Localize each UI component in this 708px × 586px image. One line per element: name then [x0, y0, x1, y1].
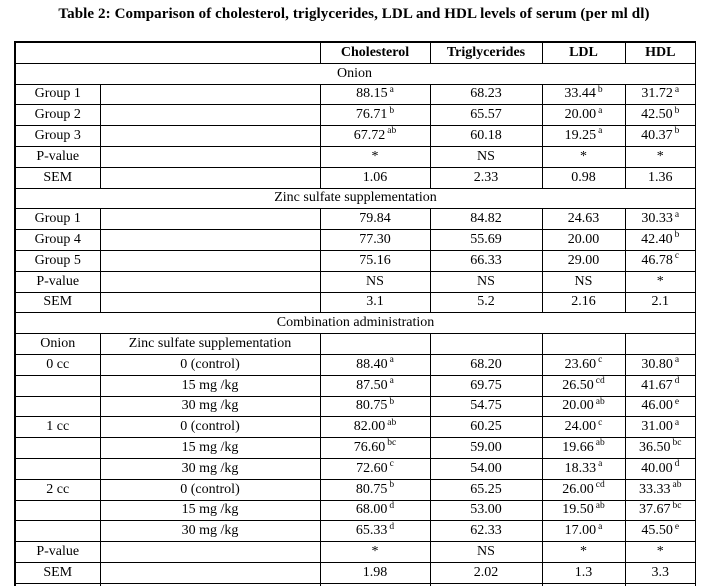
value-cell — [625, 396, 696, 417]
value-cell — [430, 417, 542, 438]
superscript: b — [674, 105, 680, 116]
table-row — [15, 271, 696, 292]
superscript: d — [674, 459, 680, 470]
superscript: ab — [672, 479, 682, 490]
superscript: cd — [595, 479, 605, 490]
table-row — [15, 458, 696, 479]
table-row — [15, 146, 696, 167]
table-row — [15, 354, 696, 375]
row-label — [15, 500, 100, 521]
value-cell — [542, 105, 625, 126]
table-row — [15, 375, 696, 396]
value: * — [580, 543, 587, 559]
value: 2.02 — [473, 564, 499, 580]
value-cell — [430, 230, 542, 251]
value-cell — [625, 230, 696, 251]
value: 3.3 — [651, 564, 669, 580]
value: 68.20 — [470, 356, 502, 372]
row-label: 2 cc — [15, 479, 100, 500]
value: NS — [477, 543, 495, 559]
superscript: c — [598, 417, 603, 428]
row-label: 1 cc — [15, 417, 100, 438]
value: 42.50 — [641, 107, 673, 123]
row-sublabel — [100, 209, 320, 230]
row-label: 0 cc — [15, 354, 100, 375]
value: 0.98 — [571, 169, 596, 185]
row-label: Group 4 — [15, 230, 100, 251]
value-cell — [625, 375, 696, 396]
superscript: a — [674, 84, 680, 95]
value: 55.69 — [470, 232, 502, 248]
value: 41.67 — [641, 377, 673, 393]
value-cell — [320, 230, 430, 251]
value: 66.33 — [470, 252, 502, 268]
superscript: b — [389, 396, 395, 407]
row-sublabel: 30 mg /kg — [100, 458, 320, 479]
superscript: d — [674, 375, 680, 386]
value: 33.33 — [639, 481, 671, 497]
superscript: b — [674, 126, 680, 137]
value-cell — [320, 209, 430, 230]
section-header: Onion — [15, 63, 696, 84]
value-cell — [625, 417, 696, 438]
value: 65.57 — [470, 107, 502, 123]
superscript: e — [674, 521, 680, 532]
row-label — [15, 521, 100, 542]
value-cell — [320, 292, 430, 313]
empty-cell — [625, 334, 696, 355]
value: 69.75 — [470, 377, 502, 393]
section-header: Zinc sulfate supplementation — [15, 188, 696, 209]
empty-cell — [320, 334, 430, 355]
value: * — [656, 273, 664, 289]
value-cell — [430, 458, 542, 479]
value: 20.00 — [567, 232, 600, 248]
value: 42.40 — [641, 232, 673, 248]
value: 76.71 — [355, 107, 388, 123]
value: 88.15 — [356, 86, 388, 102]
value-cell — [320, 417, 430, 438]
superscript: a — [674, 355, 680, 366]
value-cell — [430, 375, 542, 396]
value-cell — [542, 396, 625, 417]
table-row — [15, 542, 696, 563]
value-cell — [542, 146, 625, 167]
value-cell — [542, 458, 625, 479]
value-cell — [542, 230, 625, 251]
table-container — [14, 41, 696, 586]
value: 24.63 — [567, 211, 600, 227]
value-cell — [320, 354, 430, 375]
row-sublabel: 30 mg /kg — [100, 521, 320, 542]
value-cell — [430, 479, 542, 500]
subheader-onion: Onion — [15, 334, 100, 355]
row-sublabel: 0 (control) — [100, 354, 320, 375]
value: 46.78 — [641, 252, 673, 268]
row-label: SEM — [15, 292, 100, 313]
superscript: a — [598, 105, 603, 116]
value: 75.16 — [359, 252, 391, 268]
table-row — [15, 292, 696, 313]
value: 60.25 — [470, 419, 502, 435]
superscript: a — [389, 84, 394, 95]
superscript: a — [389, 355, 394, 366]
table-row — [15, 230, 696, 251]
value: * — [656, 543, 664, 559]
superscript: cd — [595, 375, 605, 386]
value-cell — [320, 396, 430, 417]
value: 31.72 — [641, 86, 673, 102]
superscript: a — [389, 375, 394, 386]
superscript: b — [389, 105, 395, 116]
value-cell — [542, 562, 625, 583]
value-cell — [320, 105, 430, 126]
value: 23.60 — [564, 356, 597, 372]
value-cell — [625, 209, 696, 230]
value-cell — [625, 126, 696, 147]
superscript: c — [389, 459, 394, 470]
value: * — [580, 148, 587, 164]
value: 29.00 — [567, 252, 600, 268]
value: 37.67 — [639, 502, 671, 518]
value: 2.33 — [473, 169, 499, 185]
superscript: ab — [595, 500, 605, 511]
row-label: SEM — [15, 167, 100, 188]
value-cell — [625, 271, 696, 292]
value: 1.3 — [574, 564, 593, 580]
row-label: P-value — [15, 146, 100, 167]
superscript: a — [598, 126, 603, 137]
value: 54.75 — [470, 398, 502, 414]
value-cell — [430, 271, 542, 292]
value-cell — [542, 354, 625, 375]
row-sublabel: 15 mg /kg — [100, 500, 320, 521]
value: 24.00 — [564, 419, 597, 435]
value: 2.1 — [651, 294, 669, 310]
table-row — [15, 250, 696, 271]
value-cell — [320, 458, 430, 479]
value-cell — [625, 438, 696, 459]
results-table — [14, 41, 696, 586]
empty-cell — [430, 334, 542, 355]
value-cell — [430, 250, 542, 271]
value-cell — [430, 292, 542, 313]
value: 45.50 — [641, 523, 673, 539]
value: 88.40 — [356, 356, 388, 372]
value: 18.33 — [564, 460, 597, 476]
row-sublabel — [100, 84, 320, 105]
row-sublabel: 0 (control) — [100, 479, 320, 500]
superscript: bc — [672, 500, 682, 511]
value: 68.23 — [470, 86, 502, 102]
value-cell — [625, 479, 696, 500]
page-title: Table 2: Comparison of cholesterol, triglycerides, LDL and HDL levels of serum (per ml dl) — [58, 6, 650, 22]
table-row — [15, 42, 696, 63]
value-cell — [320, 250, 430, 271]
superscript: bc — [672, 438, 682, 449]
value-cell — [430, 105, 542, 126]
value: 76.60 — [353, 439, 386, 455]
value-cell — [625, 354, 696, 375]
value-cell — [542, 375, 625, 396]
row-sublabel — [100, 542, 320, 563]
row-sublabel — [100, 146, 320, 167]
results-table-body — [15, 42, 696, 586]
value: 53.00 — [470, 502, 502, 518]
row-label: Group 1 — [15, 84, 100, 105]
value-cell — [542, 292, 625, 313]
row-sublabel — [100, 230, 320, 251]
value-cell — [542, 84, 625, 105]
value-cell — [430, 146, 542, 167]
value-cell — [625, 84, 696, 105]
value: 84.82 — [470, 211, 502, 227]
value: 65.33 — [355, 523, 388, 539]
value: 1.98 — [362, 564, 388, 580]
value: 19.66 — [562, 439, 594, 455]
superscript: ab — [387, 417, 397, 428]
superscript: ab — [595, 396, 605, 407]
value: 2.16 — [571, 294, 596, 310]
value-cell — [542, 250, 625, 271]
value: 60.18 — [470, 128, 502, 144]
row-sublabel — [100, 271, 320, 292]
value: 19.25 — [564, 128, 597, 144]
value-cell — [625, 292, 696, 313]
table-row — [15, 417, 696, 438]
value-cell — [430, 84, 542, 105]
superscript: d — [389, 521, 395, 532]
value: 17.00 — [564, 523, 597, 539]
column-header: LDL — [542, 42, 625, 63]
superscript: a — [674, 417, 680, 428]
value-cell — [430, 438, 542, 459]
row-sublabel — [100, 292, 320, 313]
superscript: bc — [387, 438, 397, 449]
row-sublabel — [100, 126, 320, 147]
value: 19.50 — [562, 502, 594, 518]
value: * — [371, 543, 379, 559]
value: 82.00 — [353, 419, 386, 435]
superscript: d — [389, 500, 395, 511]
value-cell — [320, 562, 430, 583]
table-row — [15, 500, 696, 521]
table-row — [15, 126, 696, 147]
column-header: HDL — [625, 42, 696, 63]
value: 62.33 — [470, 523, 502, 539]
value: 40.37 — [641, 128, 673, 144]
value: NS — [574, 273, 593, 289]
value: 5.2 — [477, 294, 495, 310]
value-cell — [430, 354, 542, 375]
superscript: a — [674, 209, 680, 220]
value: 67.72 — [353, 128, 386, 144]
value-cell — [542, 167, 625, 188]
value-cell — [430, 167, 542, 188]
row-label: Group 2 — [15, 105, 100, 126]
table-row — [15, 167, 696, 188]
superscript: c — [674, 251, 680, 262]
value-cell — [430, 209, 542, 230]
value-cell — [625, 250, 696, 271]
row-label — [15, 396, 100, 417]
superscript: b — [389, 479, 395, 490]
value: 3.1 — [366, 294, 384, 310]
superscript: ab — [387, 126, 397, 137]
value-cell — [542, 126, 625, 147]
row-label: P-value — [15, 542, 100, 563]
corner-cell — [15, 42, 320, 63]
row-label — [15, 438, 100, 459]
value-cell — [625, 562, 696, 583]
value: NS — [477, 273, 495, 289]
value-cell — [542, 479, 625, 500]
row-label: P-value — [15, 271, 100, 292]
table-row — [15, 396, 696, 417]
value: 87.50 — [356, 377, 388, 393]
value-cell — [320, 146, 430, 167]
value-cell — [320, 438, 430, 459]
empty-cell — [542, 334, 625, 355]
superscript: e — [674, 396, 680, 407]
row-label: Group 5 — [15, 250, 100, 271]
value: 30.80 — [641, 356, 673, 372]
value-cell — [430, 126, 542, 147]
value: 30.33 — [641, 211, 673, 227]
value-cell — [320, 521, 430, 542]
value: 40.00 — [641, 460, 673, 476]
value-cell — [542, 209, 625, 230]
table-row — [15, 63, 696, 84]
value: 1.06 — [362, 169, 388, 185]
value-cell — [320, 500, 430, 521]
value-cell — [542, 521, 625, 542]
value: 33.44 — [564, 86, 596, 102]
value: 20.00 — [562, 398, 594, 414]
row-sublabel — [100, 167, 320, 188]
value: 80.75 — [355, 398, 388, 414]
row-sublabel: 15 mg /kg — [100, 438, 320, 459]
row-label — [15, 375, 100, 396]
superscript: b — [674, 230, 680, 241]
value-cell — [542, 542, 625, 563]
value: 20.00 — [564, 107, 597, 123]
row-sublabel — [100, 562, 320, 583]
value: 77.30 — [359, 232, 391, 248]
value: 26.00 — [562, 481, 594, 497]
subheader-zinc: Zinc sulfate supplementation — [100, 334, 320, 355]
section-header: Combination administration — [15, 313, 696, 334]
value-cell — [625, 167, 696, 188]
value: NS — [477, 148, 495, 164]
table-row — [15, 313, 696, 334]
value-cell — [320, 479, 430, 500]
value-cell — [320, 84, 430, 105]
value: * — [371, 148, 379, 164]
table-row — [15, 84, 696, 105]
table-row — [15, 105, 696, 126]
value-cell — [430, 542, 542, 563]
row-label: SEM — [15, 562, 100, 583]
value: 46.00 — [641, 398, 673, 414]
row-sublabel — [100, 105, 320, 126]
table-row — [15, 209, 696, 230]
value: 1.36 — [648, 169, 673, 185]
superscript: c — [598, 355, 603, 366]
value-cell — [430, 396, 542, 417]
value: 72.60 — [356, 460, 388, 476]
column-header: Triglycerides — [430, 42, 542, 63]
superscript: ab — [595, 438, 605, 449]
value: * — [656, 148, 664, 164]
value-cell — [320, 271, 430, 292]
table-row — [15, 438, 696, 459]
table-row — [15, 562, 696, 583]
value-cell — [320, 375, 430, 396]
value: 79.84 — [359, 211, 391, 227]
superscript: a — [598, 521, 603, 532]
value-cell — [320, 167, 430, 188]
value: 31.00 — [641, 419, 673, 435]
row-sublabel: 15 mg /kg — [100, 375, 320, 396]
value: 54.00 — [470, 460, 502, 476]
value-cell — [625, 105, 696, 126]
value-cell — [320, 542, 430, 563]
row-label: Group 3 — [15, 126, 100, 147]
superscript: a — [598, 459, 603, 470]
row-sublabel — [100, 250, 320, 271]
table-row — [15, 334, 696, 355]
value: NS — [366, 273, 384, 289]
value-cell — [625, 542, 696, 563]
value-cell — [625, 500, 696, 521]
value-cell — [625, 521, 696, 542]
column-header: Cholesterol — [320, 42, 430, 63]
value-cell — [430, 521, 542, 542]
value-cell — [542, 271, 625, 292]
table-row — [15, 188, 696, 209]
value-cell — [542, 438, 625, 459]
value-cell — [320, 126, 430, 147]
row-label — [15, 458, 100, 479]
row-sublabel: 30 mg /kg — [100, 396, 320, 417]
value: 26.50 — [562, 377, 594, 393]
table-row — [15, 521, 696, 542]
value: 68.00 — [355, 502, 388, 518]
value-cell — [625, 458, 696, 479]
superscript: b — [597, 84, 603, 95]
value: 36.50 — [639, 439, 671, 455]
value-cell — [625, 146, 696, 167]
value: 80.75 — [355, 481, 388, 497]
value: 59.00 — [470, 439, 502, 455]
value-cell — [542, 500, 625, 521]
row-label: Group 1 — [15, 209, 100, 230]
table-row — [15, 479, 696, 500]
row-sublabel: 0 (control) — [100, 417, 320, 438]
value-cell — [430, 562, 542, 583]
value-cell — [542, 417, 625, 438]
value-cell — [430, 500, 542, 521]
value: 65.25 — [470, 481, 502, 497]
